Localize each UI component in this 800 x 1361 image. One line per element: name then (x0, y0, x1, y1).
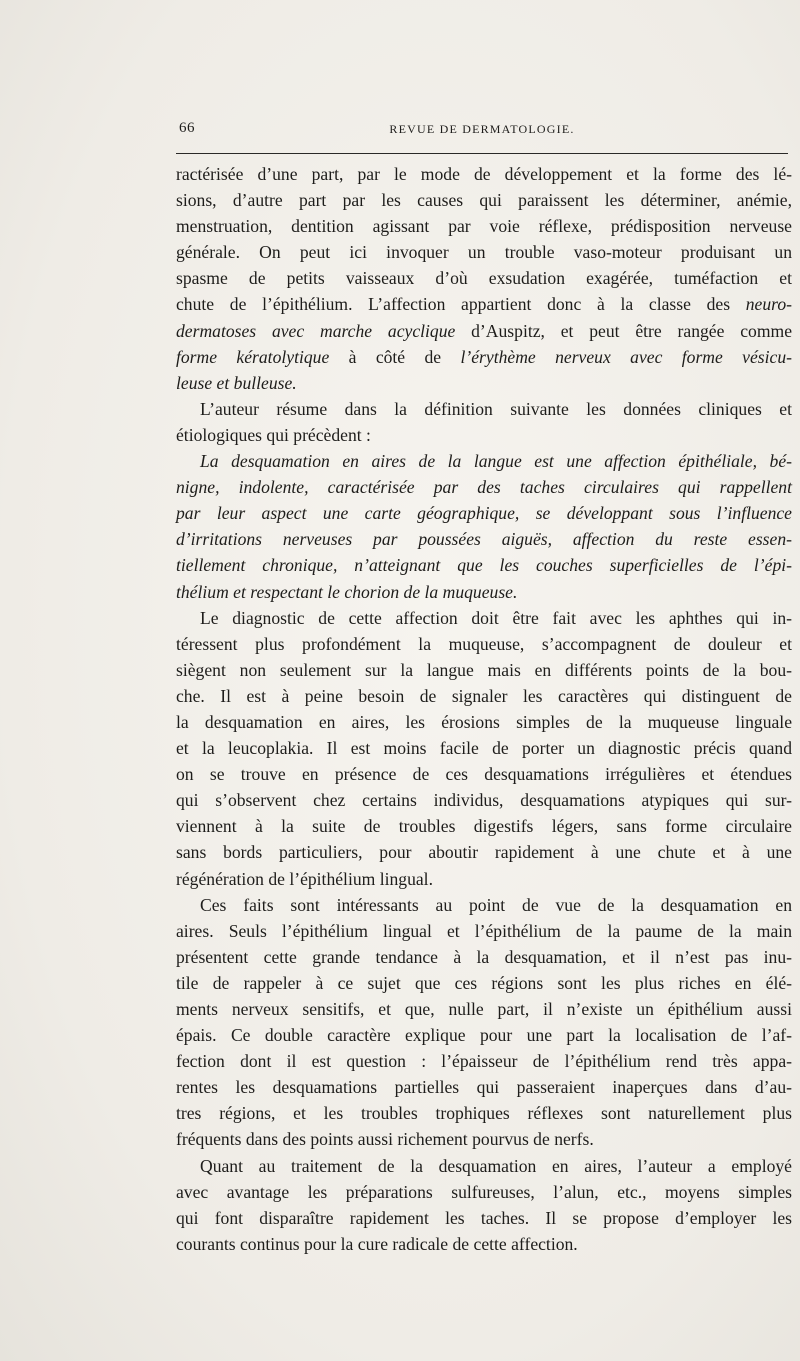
text-run: rentes les desquamations partielles qui passeraient inaperçues dans d’au- (176, 1077, 792, 1098)
text-line (176, 605, 792, 631)
text-run: et la leucoplakia. Il est moins facile de porter un diagnostic précis quand (176, 738, 792, 759)
text-run: Quant au traitement de la desquamation en aires, l’auteur a employé (200, 1155, 792, 1176)
text-line (176, 970, 792, 996)
text-run: Ces faits sont intéressants au point de vue de la desquamation en (200, 894, 792, 915)
text-run: tres régions, et les troubles trophiques réflexes sont naturellement plus (176, 1103, 792, 1124)
text-line (176, 1100, 792, 1126)
text-run: avec avantage les préparations sulfureuses, l’alun, etc., moyens simples (176, 1181, 792, 1202)
text-line (176, 213, 792, 239)
text-run: régénération de l’épithélium lingual. (176, 868, 433, 889)
text-line (176, 918, 792, 944)
text-line (176, 265, 792, 291)
text-run: d’Auspitz, et peut être rangée comme (455, 320, 793, 341)
text-line (176, 161, 792, 187)
italic-text: tiellement chronique, n’atteignant que les couches superficielles de l’épi- (176, 555, 792, 576)
text-run: tile de rappeler à ce sujet que ces régions sont les plus riches en élé- (176, 972, 792, 993)
italic-text: nigne, indolente, caractérisée par des taches circulaires qui rappellent (176, 477, 792, 498)
text-run: Le diagnostic de cette affection doit être fait avec les aphthes qui in- (200, 607, 792, 628)
text-line (176, 187, 792, 213)
text-run: à côté de (329, 346, 461, 367)
text-line (176, 683, 792, 709)
italic-text: par leur aspect une carte géographique, se développant sous l’influence (176, 503, 792, 524)
header-rule (176, 153, 788, 154)
text-line (176, 370, 792, 396)
text-run: viennent à la suite de troubles digestifs légers, sans forme circulaire (176, 816, 792, 837)
text-run: ractérisée d’une part, par le mode de développement et la forme des lé- (176, 164, 792, 184)
text-run: téressent plus profondément la muqueuse, s’accompagnent de douleur et (176, 633, 792, 654)
text-line (176, 709, 792, 735)
running-title: REVUE DE DERMATOLOGIE. (389, 122, 575, 136)
text-line (176, 474, 792, 500)
text-run: fection dont il est question : l’épaisseur de l’épithélium rend très appa- (176, 1051, 792, 1072)
text-run: présentent cette grande tendance à la desquamation, et il n’est pas inu- (176, 946, 792, 967)
text-line (176, 344, 792, 370)
text-line (176, 396, 792, 422)
text-line (176, 448, 792, 474)
text-line (176, 657, 792, 683)
italic-text: La desquamation en aires de la langue est une affection épithéliale, bé- (200, 451, 792, 472)
text-line (176, 996, 792, 1022)
text-run: générale. On peut ici invoquer un trouble vaso-moteur produisant un (176, 242, 792, 263)
text-line (176, 866, 792, 892)
page-number: 66 (179, 120, 195, 136)
text-line (176, 422, 792, 448)
text-run: aires. Seuls l’épithélium lingual et l’épithélium de la paume de la main (176, 920, 792, 941)
text-line (176, 631, 792, 657)
running-header (176, 120, 788, 142)
text-run: che. Il est à peine besoin de signaler les caractères qui distinguent de (176, 685, 792, 706)
text-line (176, 291, 792, 317)
body-text (176, 161, 792, 1257)
text-run: menstruation, dentition agissant par voie réflexe, prédisposition nerveuse (176, 216, 792, 237)
text-line (176, 1231, 792, 1257)
text-line (176, 813, 792, 839)
text-run: siègent non seulement sur la langue mais en différents points de la bou- (176, 659, 792, 680)
text-line (176, 1126, 792, 1152)
text-line (176, 239, 792, 265)
text-run: on se trouve en présence de ces desquamations irrégulières et étendues (176, 764, 792, 785)
italic-text: leuse et bulleuse. (176, 372, 297, 393)
text-run: qui font disparaître rapidement les taches. Il se propose d’employer les (176, 1207, 792, 1228)
text-line (176, 735, 792, 761)
text-line (176, 1153, 792, 1179)
text-run: fréquents dans des points aussi richement pourvus de nerfs. (176, 1129, 594, 1150)
text-run: sans bords particuliers, pour aboutir rapidement à une chute et à une (176, 842, 792, 863)
italic-text: neuro- (745, 294, 792, 315)
text-run: spasme de petits vaisseaux d’où exsudation exagérée, tuméfaction et (176, 268, 792, 289)
text-run: chute de l’épithélium. L’affection appartient donc à la classe des (176, 294, 746, 315)
text-run: étiologiques qui précèdent : (176, 424, 371, 445)
text-run: sions, d’autre part par les causes qui paraissent les déterminer, anémie, (176, 190, 792, 211)
text-line (176, 1179, 792, 1205)
text-line (176, 318, 792, 344)
text-line (176, 526, 792, 552)
text-line (176, 944, 792, 970)
text-line (176, 1022, 792, 1048)
text-run: courants continus pour la cure radicale de cette affection. (176, 1233, 578, 1254)
text-run: épais. Ce double caractère explique pour une part la localisation de l’af- (176, 1025, 792, 1046)
italic-text: d’irritations nerveuses par poussées aiguës, affection du reste essen- (176, 529, 792, 550)
italic-text: forme kératolytique (176, 346, 330, 367)
italic-text: dermatoses avec marche acyclique (176, 320, 456, 341)
show-through-text (120, 700, 124, 718)
italic-text: thélium et respectant le chorion de la muqueuse. (176, 581, 518, 602)
text-line (176, 1048, 792, 1074)
text-run: qui s’observent chez certains individus, desquamations atypiques qui sur- (176, 790, 792, 811)
text-line (176, 1074, 792, 1100)
text-run: L’auteur résume dans la définition suivante les données cliniques et (200, 398, 792, 419)
text-line (176, 1205, 792, 1231)
text-line (176, 892, 792, 918)
text-line (176, 787, 792, 813)
text-line (176, 500, 792, 526)
text-run: la desquamation en aires, les érosions simples de la muqueuse linguale (176, 711, 792, 732)
text-run: ments nerveux sensitifs, et que, nulle part, il n’existe un épithélium aussi (176, 999, 792, 1019)
text-line (176, 761, 792, 787)
text-line (176, 579, 792, 605)
italic-text: l’érythème nerveux avec forme vésicu- (460, 346, 793, 367)
text-line (176, 839, 792, 865)
text-line (176, 552, 792, 578)
